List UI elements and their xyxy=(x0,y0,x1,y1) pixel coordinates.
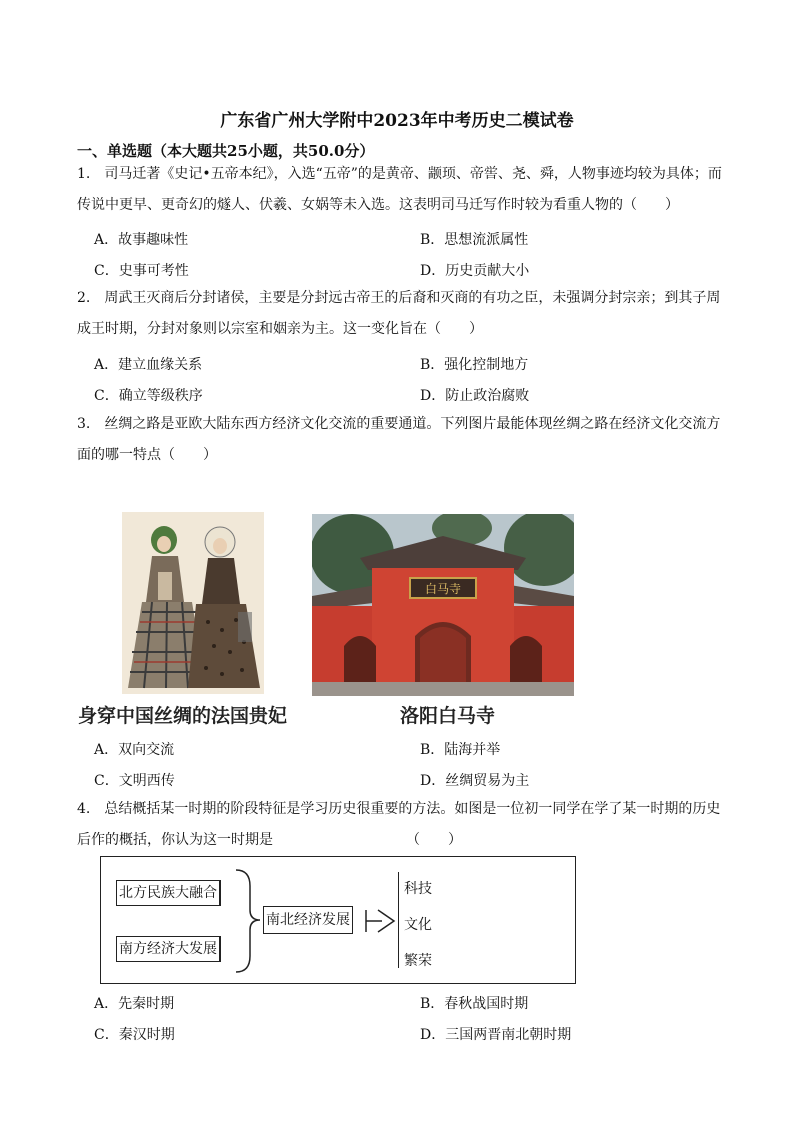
right-image-caption: 洛阳白马寺 xyxy=(400,705,496,727)
svg-text:白马寺: 白马寺 xyxy=(424,582,462,596)
question-4-line-2: 后作的概括，你认为这一时期是 （ ） xyxy=(77,832,462,848)
left-image-caption: 身穿中国丝绸的法国贵妃 xyxy=(78,705,288,727)
question-1-option-b: B．思想流派属性 xyxy=(420,232,529,248)
diagram-south-economy: 南方经济大发展 xyxy=(116,936,221,962)
question-2-option-d: D．防止政治腐败 xyxy=(420,388,530,404)
question-3-line-1: 3. 丝绸之路是亚欧大陆东西方经济文化交流的重要通道。下列图片最能体现丝绸之路在经济文化交流方 xyxy=(77,416,721,432)
question-2-line-2: 成王时期，分封对象则以宗室和姻亲为主。这一变化旨在（ ） xyxy=(77,321,483,337)
question-2-option-a: A．建立血缘关系 xyxy=(94,357,203,373)
arrow-right-icon xyxy=(364,906,400,936)
question-2-option-c: C．确立等级秩序 xyxy=(94,388,203,404)
section-heading: 一、单选题（本大题共25小题，共50.0分） xyxy=(77,142,375,160)
question-4-option-c: C．秦汉时期 xyxy=(94,1027,175,1043)
question-1-line-2: 传说中更早、更奇幻的燧人、伏羲、女娲等未入选。这表明司马迁写作时较为看重人物的（ ） xyxy=(77,197,679,213)
diagram-brace xyxy=(228,866,268,976)
question-4-option-d: D．三国两晋南北朝时期 xyxy=(420,1027,572,1043)
question-1-option-c: C．史事可考性 xyxy=(94,263,189,279)
question-1-option-a: A．故事趣味性 xyxy=(94,232,189,248)
page-title: 广东省广州大学附中2023年中考历史二模试卷 xyxy=(220,111,574,131)
question-4-option-a: A．先秦时期 xyxy=(94,996,175,1012)
diagram-prosperity: 繁荣 xyxy=(404,953,432,969)
diagram-north-fusion: 北方民族大融合 xyxy=(116,880,221,906)
question-2-line-1: 2. 周武王灭商后分封诸侯，主要是分封远古帝王的后裔和灭商的有功之臣，未强调分封宗亲；到其子周 xyxy=(77,290,721,306)
question-2-option-b: B．强化控制地方 xyxy=(420,357,529,373)
question-3-line-2: 面的哪一特点（ ） xyxy=(77,447,217,463)
white-horse-temple-photo xyxy=(312,514,574,696)
question-3-option-b: B．陆海并举 xyxy=(420,742,501,758)
question-1-option-d: D．历史贡献大小 xyxy=(420,263,530,279)
question-1-line-1: 1. 司马迁著《史记•五帝本纪》，入选“五帝”的是黄帝、颛顼、帝喾、尧、舜，人物事迹均较为具体；而 xyxy=(77,166,722,182)
question-4-line-1: 4. 总结概括某一时期的阶段特征是学习历史很重要的方法。如图是一位初一同学在学了某一时期的历史 xyxy=(77,801,721,817)
diagram-culture: 文化 xyxy=(404,917,432,933)
diagram-tech: 科技 xyxy=(404,881,432,897)
question-3-option-a: A．双向交流 xyxy=(94,742,175,758)
question-3-option-d: D．丝绸贸易为主 xyxy=(420,773,530,789)
question-4-option-b: B．春秋战国时期 xyxy=(420,996,529,1012)
diagram-north-south-development: 南北经济发展 xyxy=(263,906,353,934)
french-noblewomen-illustration xyxy=(122,512,264,694)
question-3-option-c: C．文明西传 xyxy=(94,773,175,789)
